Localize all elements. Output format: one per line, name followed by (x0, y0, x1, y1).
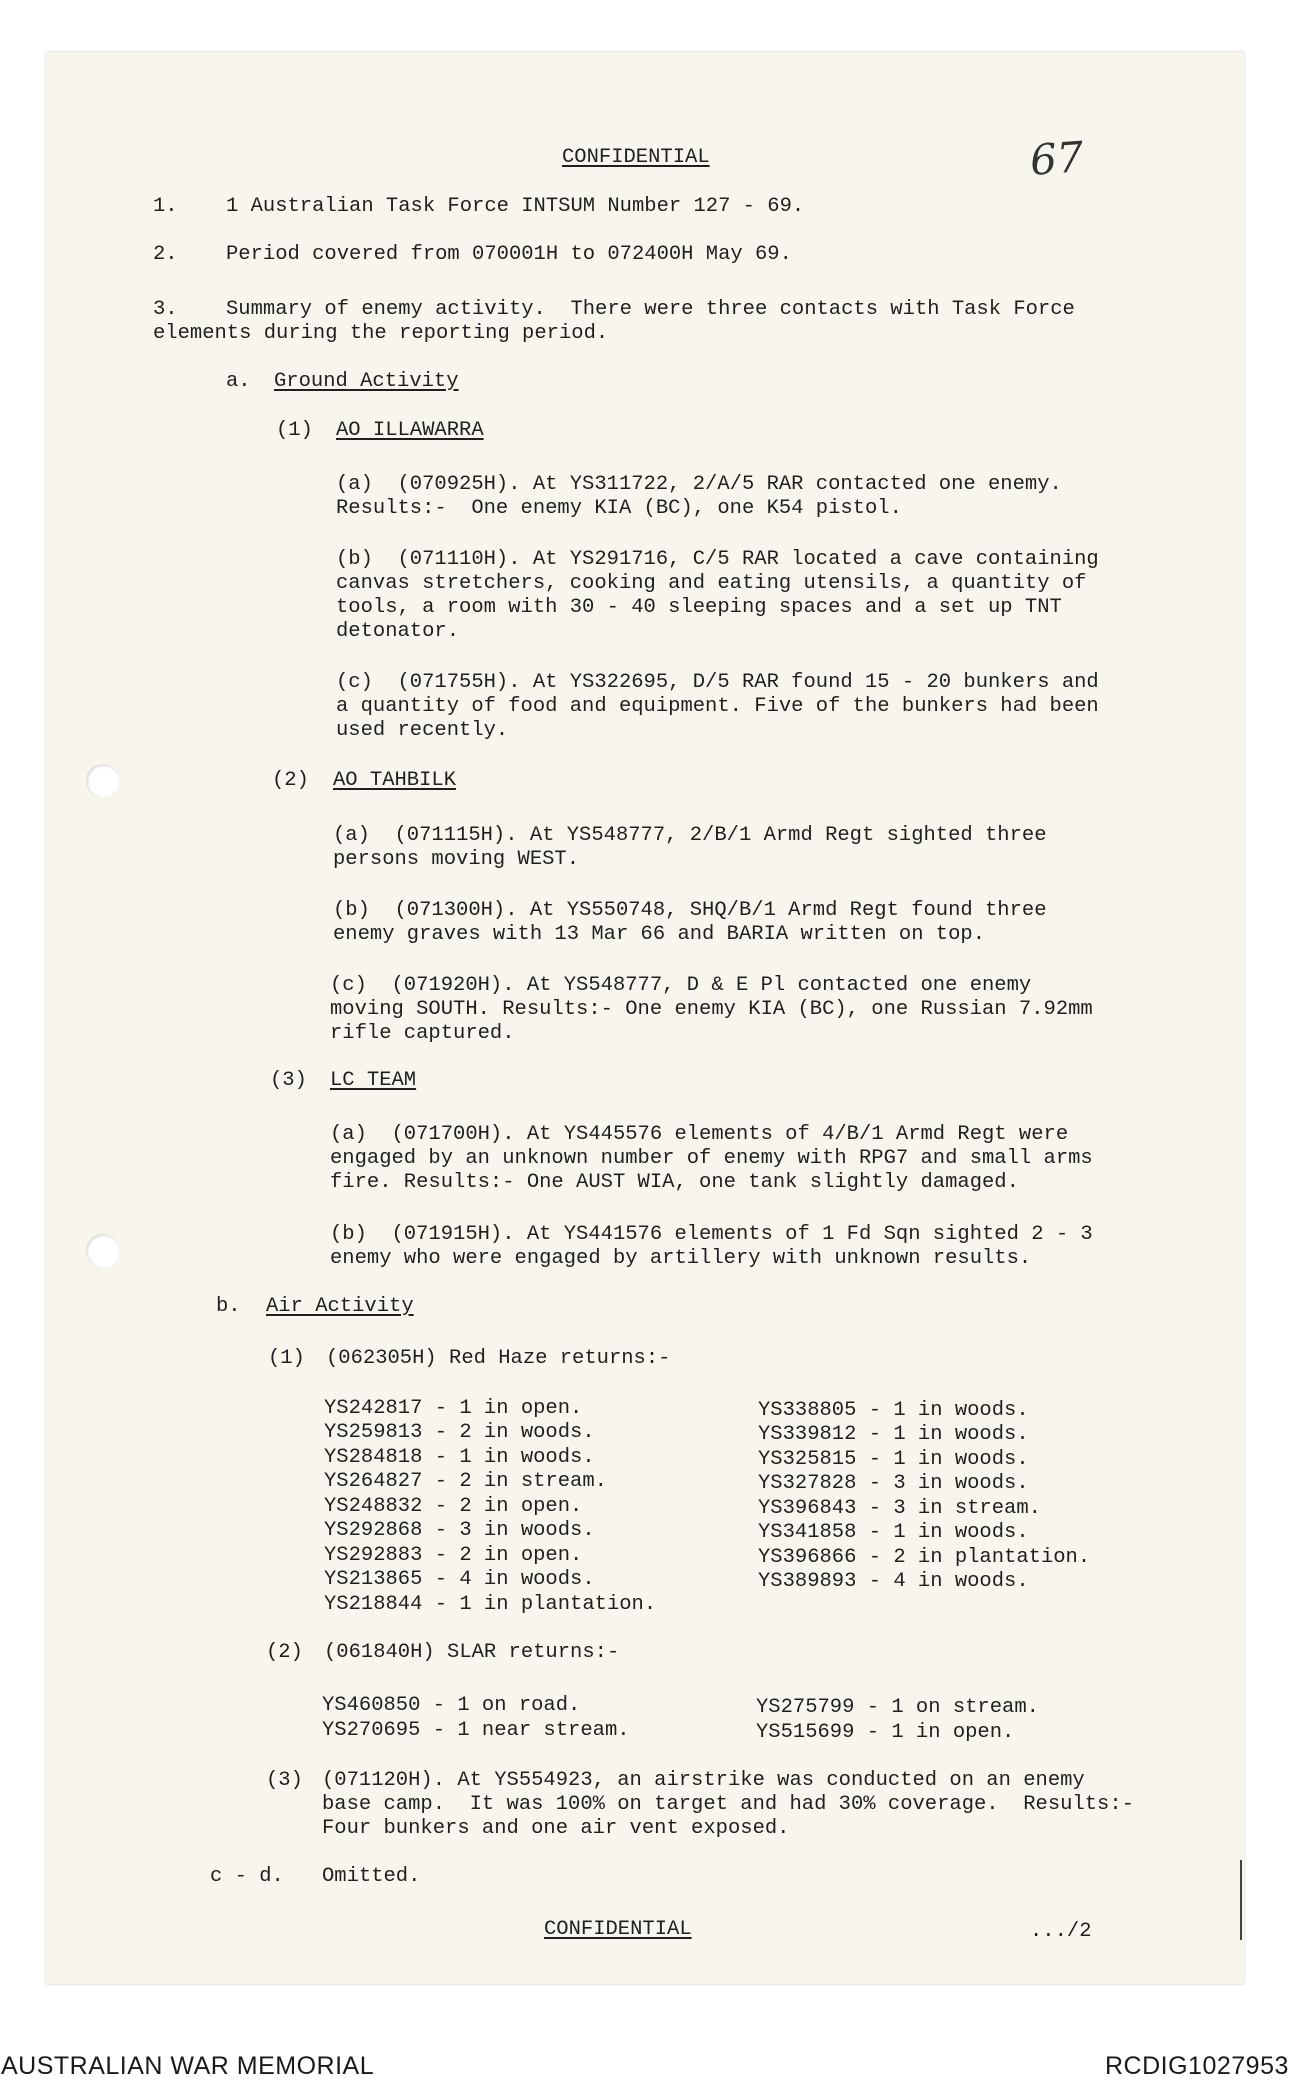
airstrike-line: Four bunkers and one air vent exposed. (322, 1817, 790, 1840)
report-line: (b) (071110H). At YS291716, C/5 RAR located a cave containing (336, 548, 1099, 571)
punch-hole (86, 1234, 120, 1268)
omitted-text: Omitted. (322, 1865, 421, 1888)
red-haze-return: YS338805 - 1 in woods. (758, 1399, 1029, 1422)
report-line: engaged by an unknown number of enemy with RPG7 and small arms (330, 1147, 1093, 1170)
red-haze-return: YS242817 - 1 in open. (324, 1397, 583, 1420)
report-line: a quantity of food and equipment. Five of the bunkers had been (336, 695, 1099, 718)
airstrike-line: base camp. It was 100% on target and had 30% coverage. Results:- (322, 1793, 1134, 1816)
report-line: enemy who were engaged by artillery with unknown results. (330, 1247, 1032, 1270)
red-haze-return: YS259813 - 2 in woods. (324, 1421, 595, 1444)
red-haze-return: YS218844 - 1 in plantation. (324, 1593, 657, 1616)
period-covered: Period covered from 070001H to 072400H May 69. (226, 243, 792, 266)
red-haze-return: YS325815 - 1 in woods. (758, 1448, 1029, 1471)
report-line: (a) (071115H). At YS548777, 2/B/1 Armd Regt sighted three (333, 824, 1047, 847)
red-haze-title: (062305H) Red Haze returns:- (326, 1347, 671, 1370)
red-haze-return: YS292868 - 3 in woods. (324, 1519, 595, 1542)
red-haze-return: YS389893 - 4 in woods. (758, 1570, 1029, 1593)
red-haze-return: YS248832 - 2 in open. (324, 1495, 583, 1518)
slar-return: YS515699 - 1 in open. (756, 1721, 1015, 1744)
airstrike-line: (071120H). At YS554923, an airstrike was conducted on an enemy (322, 1769, 1085, 1792)
subsection-number: (3) (266, 1769, 303, 1792)
item-number: 1. (153, 195, 178, 218)
report-line: fire. Results:- One AUST WIA, one tank slightly damaged. (330, 1171, 1019, 1194)
report-line: rifle captured. (330, 1022, 515, 1045)
report-line: enemy graves with 13 Mar 66 and BARIA written on top. (333, 923, 986, 946)
subsection-number: (1) (268, 1347, 305, 1370)
red-haze-return: YS264827 - 2 in stream. (324, 1470, 607, 1493)
subsection-number: (2) (272, 769, 309, 792)
red-haze-return: YS339812 - 1 in woods. (758, 1423, 1029, 1446)
report-line: moving SOUTH. Results:- One enemy KIA (BC), one Russian 7.92mm (330, 998, 1093, 1021)
slar-title: (061840H) SLAR returns:- (324, 1641, 620, 1664)
header-classification: CONFIDENTIAL (562, 146, 710, 169)
item-number: 2. (153, 243, 178, 266)
red-haze-return: YS213865 - 4 in woods. (324, 1568, 595, 1591)
red-haze-return: YS284818 - 1 in woods. (324, 1446, 595, 1469)
handwritten-page-number: 67 (1028, 132, 1086, 185)
red-haze-return: YS327828 - 3 in woods. (758, 1472, 1029, 1495)
report-line: (a) (071700H). At YS445576 elements of 4/B/1 Armd Regt were (330, 1123, 1069, 1146)
archive-reference: RCDIG1027953 (1105, 2052, 1289, 2080)
report-line: canvas stretchers, cooking and eating utensils, a quantity of (336, 572, 1087, 595)
report-line: persons moving WEST. (333, 848, 580, 871)
red-haze-return: YS292883 - 2 in open. (324, 1544, 583, 1567)
punch-hole (86, 764, 120, 798)
continuation-mark: .../2 (1030, 1920, 1092, 1943)
section-letter: c - d. (210, 1865, 284, 1888)
summary-line: Summary of enemy activity. There were three contacts with Task Force (226, 298, 1075, 321)
red-haze-return: YS341858 - 1 in woods. (758, 1521, 1029, 1544)
report-line: (b) (071915H). At YS441576 elements of 1 Fd Sqn sighted 2 - 3 (330, 1223, 1093, 1246)
summary-line: elements during the reporting period. (153, 322, 609, 345)
report-line: detonator. (336, 620, 460, 643)
report-line: tools, a room with 30 - 40 sleeping spaces and a set up TNT (336, 596, 1062, 619)
section-letter: a. (226, 370, 251, 393)
footer-classification: CONFIDENTIAL (544, 1918, 692, 1941)
archive-name: AUSTRALIAN WAR MEMORIAL (1, 2052, 375, 2080)
lc-team-heading: LC TEAM (330, 1069, 417, 1092)
report-line: Results:- One enemy KIA (BC), one K54 pistol. (336, 497, 902, 520)
report-line: (c) (071755H). At YS322695, D/5 RAR found 15 - 20 bunkers and (336, 671, 1099, 694)
subsection-number: (3) (270, 1069, 307, 1092)
page-edge-mark (1240, 1860, 1242, 1940)
red-haze-return: YS396866 - 2 in plantation. (758, 1546, 1091, 1569)
slar-return: YS275799 - 1 on stream. (756, 1696, 1039, 1719)
report-line: used recently. (336, 719, 509, 742)
air-activity-heading: Air Activity (266, 1295, 414, 1318)
ao-tahbilk-heading: AO TAHBILK (333, 769, 457, 792)
report-line: (a) (070925H). At YS311722, 2/A/5 RAR contacted one enemy. (336, 473, 1062, 496)
report-line: (c) (071920H). At YS548777, D & E Pl contacted one enemy (330, 974, 1032, 997)
slar-return: YS460850 - 1 on road. (322, 1694, 581, 1717)
subsection-number: (2) (266, 1641, 303, 1664)
ground-activity-heading: Ground Activity (274, 370, 459, 393)
slar-return: YS270695 - 1 near stream. (322, 1719, 630, 1742)
item-number: 3. (153, 298, 178, 321)
red-haze-return: YS396843 - 3 in stream. (758, 1497, 1041, 1520)
ao-illawarra-heading: AO ILLAWARRA (336, 419, 484, 442)
report-line: (b) (071300H). At YS550748, SHQ/B/1 Armd Regt found three (333, 899, 1047, 922)
subsection-number: (1) (276, 419, 313, 442)
intsum-title: 1 Australian Task Force INTSUM Number 127 - 69. (226, 195, 805, 218)
section-letter: b. (216, 1295, 241, 1318)
